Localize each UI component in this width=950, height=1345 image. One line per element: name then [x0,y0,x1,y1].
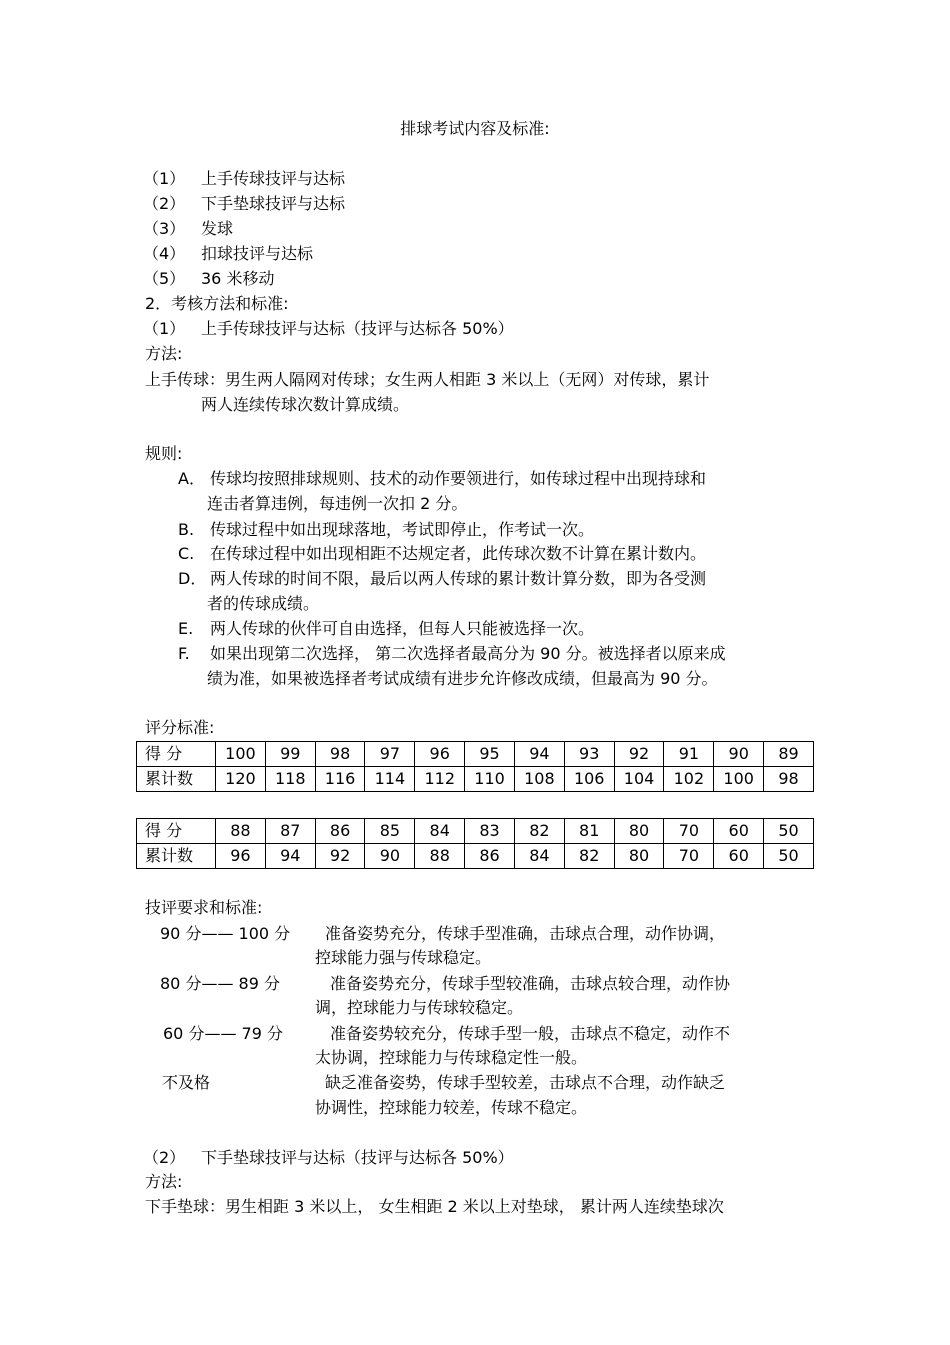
table-cell: 108 [514,767,564,792]
table-cell: 82 [564,844,614,869]
rules-label: 规则: [145,444,183,463]
tech-desc: 缺乏准备姿势，传球手型较差，击球点不合理，动作缺乏 [325,1073,726,1092]
list-item-text: 发球 [201,219,234,238]
table-cell: 114 [365,767,415,792]
rule-text: 传球过程中如出现球落地，考试即停止，作考试一次。 [210,520,595,539]
table-cell: 70 [664,844,714,869]
rule-letter: D． [178,569,207,588]
table-cell: 得 分 [137,742,216,767]
table-cell: 99 [265,742,315,767]
table-cell: 86 [315,819,365,844]
list-item-num: （4） [143,244,186,263]
subsection-num: （1） [143,319,186,338]
list-item-num: （5） [143,269,186,288]
table-cell: 94 [265,844,315,869]
list-item-num: （1） [143,169,186,188]
rule-letter: F. [178,644,190,663]
table-cell: 90 [714,742,764,767]
list-item-text: 下手垫球技评与达标 [201,194,346,213]
rule-letter: C. [178,544,195,563]
method-text: 两人连续传球次数计算成绩。 [201,395,410,414]
section-heading: 2．考核方法和标准: [145,294,289,313]
rule-text: 如果出现第二次选择， 第二次选择者最高分为 90 分。被选择者以原来成 [210,644,726,663]
table-cell: 92 [614,742,664,767]
method-label: 方法: [145,1172,183,1191]
rule-text: 两人传球的时间不限，最后以两人传球的累计数计算分数，即为各受测 [210,569,707,588]
tech-desc: 准备姿势充分，传球手型准确，击球点合理，动作协调， [325,924,726,943]
table-cell: 得 分 [137,819,216,844]
table-cell: 50 [764,819,814,844]
table-cell: 118 [265,767,315,792]
table-cell: 106 [564,767,614,792]
rule-letter: A． [178,469,205,488]
rule-text: 在传球过程中如出现相距不达规定者，此传球次数不计算在累计数内。 [210,544,707,563]
table-cell: 88 [415,844,465,869]
table-cell: 88 [216,819,266,844]
table-cell: 89 [764,742,814,767]
tech-desc: 太协调，控球能力与传球稳定性一般。 [315,1048,588,1067]
table-cell: 86 [465,844,515,869]
table-cell: 96 [216,844,266,869]
table-cell: 84 [415,819,465,844]
subsection-title: 上手传球技评与达标（技评与达标各 50%） [201,319,514,338]
rule-text: 连击者算违例，每违例一次扣 2 分。 [207,494,468,513]
table-cell: 94 [514,742,564,767]
rule-text: 者的传球成绩。 [207,594,320,613]
tech-desc: 调，控球能力与传球较稳定。 [315,998,524,1017]
score-table-2 [136,818,814,869]
table-cell: 83 [465,819,515,844]
rule-letter: E. [178,619,194,638]
table-cell: 97 [365,742,415,767]
table-cell: 90 [365,844,415,869]
tech-grade: 不及格 [162,1073,211,1092]
list-item-text: 上手传球技评与达标 [201,169,346,188]
table-cell: 100 [714,767,764,792]
table-cell: 95 [465,742,515,767]
list-item-text: 扣球技评与达标 [201,244,314,263]
tech-desc: 协调性，控球能力较差，传球不稳定。 [315,1098,588,1117]
table-cell: 92 [315,844,365,869]
table-cell: 累计数 [137,844,216,869]
table-cell: 91 [664,742,714,767]
table-cell: 112 [415,767,465,792]
table-cell: 82 [514,819,564,844]
table-cell: 98 [315,742,365,767]
table-cell: 100 [216,742,266,767]
list-item-text: 36 米移动 [201,269,275,288]
table-cell: 98 [764,767,814,792]
table-cell: 累计数 [137,767,216,792]
method-label: 方法: [145,344,183,363]
table-cell: 60 [714,819,764,844]
table-cell: 70 [664,819,714,844]
table-cell: 80 [614,819,664,844]
tech-desc: 控球能力强与传球稳定。 [315,948,492,967]
method-text: 下手垫球：男生相距 3 米以上， 女生相距 2 米以上对垫球， 累计两人连续垫球次 [145,1197,724,1216]
tech-grade: 60 分—— 79 分 [163,1024,283,1043]
rule-letter: B. [178,520,195,539]
table-row [137,844,814,869]
table-cell: 87 [265,819,315,844]
table-cell: 84 [514,844,564,869]
table-cell: 50 [764,844,814,869]
table-cell: 120 [216,767,266,792]
rule-text: 绩为准，如果被选择者考试成绩有进步允许修改成绩，但最高为 90 分。 [207,669,718,688]
list-item-num: （2） [143,194,186,213]
tech-desc: 准备姿势较充分，传球手型一般，击球点不稳定，动作不 [330,1024,731,1043]
table-cell: 80 [614,844,664,869]
list-item-num: （3） [143,219,186,238]
subsection-title: 下手垫球技评与达标（技评与达标各 50%） [201,1148,514,1167]
score-table-1 [136,741,814,792]
table-cell: 110 [465,767,515,792]
tech-label: 技评要求和标准: [145,898,263,917]
table-row [137,742,814,767]
rule-text: 传球均按照排球规则、技术的动作要领进行，如传球过程中出现持球和 [210,469,707,488]
table-row [137,819,814,844]
subsection-num: （2） [143,1148,186,1167]
table-cell: 116 [315,767,365,792]
method-text: 上手传球：男生两人隔网对传球；女生两人相距 3 米以上（无网）对传球，累计 [145,370,710,389]
tech-grade: 80 分—— 89 分 [160,974,280,993]
page-title: 排球考试内容及标准: [400,119,550,138]
table-cell: 102 [664,767,714,792]
table-cell: 60 [714,844,764,869]
table-cell: 93 [564,742,614,767]
table-cell: 104 [614,767,664,792]
tech-desc: 准备姿势充分，传球手型较准确，击球点较合理，动作协 [330,974,731,993]
table-cell: 96 [415,742,465,767]
rule-text: 两人传球的伙伴可自由选择，但每人只能被选择一次。 [210,619,595,638]
table-cell: 81 [564,819,614,844]
score-label: 评分标准: [145,718,215,737]
tech-grade: 90 分—— 100 分 [160,924,291,943]
table-row [137,767,814,792]
table-cell: 85 [365,819,415,844]
